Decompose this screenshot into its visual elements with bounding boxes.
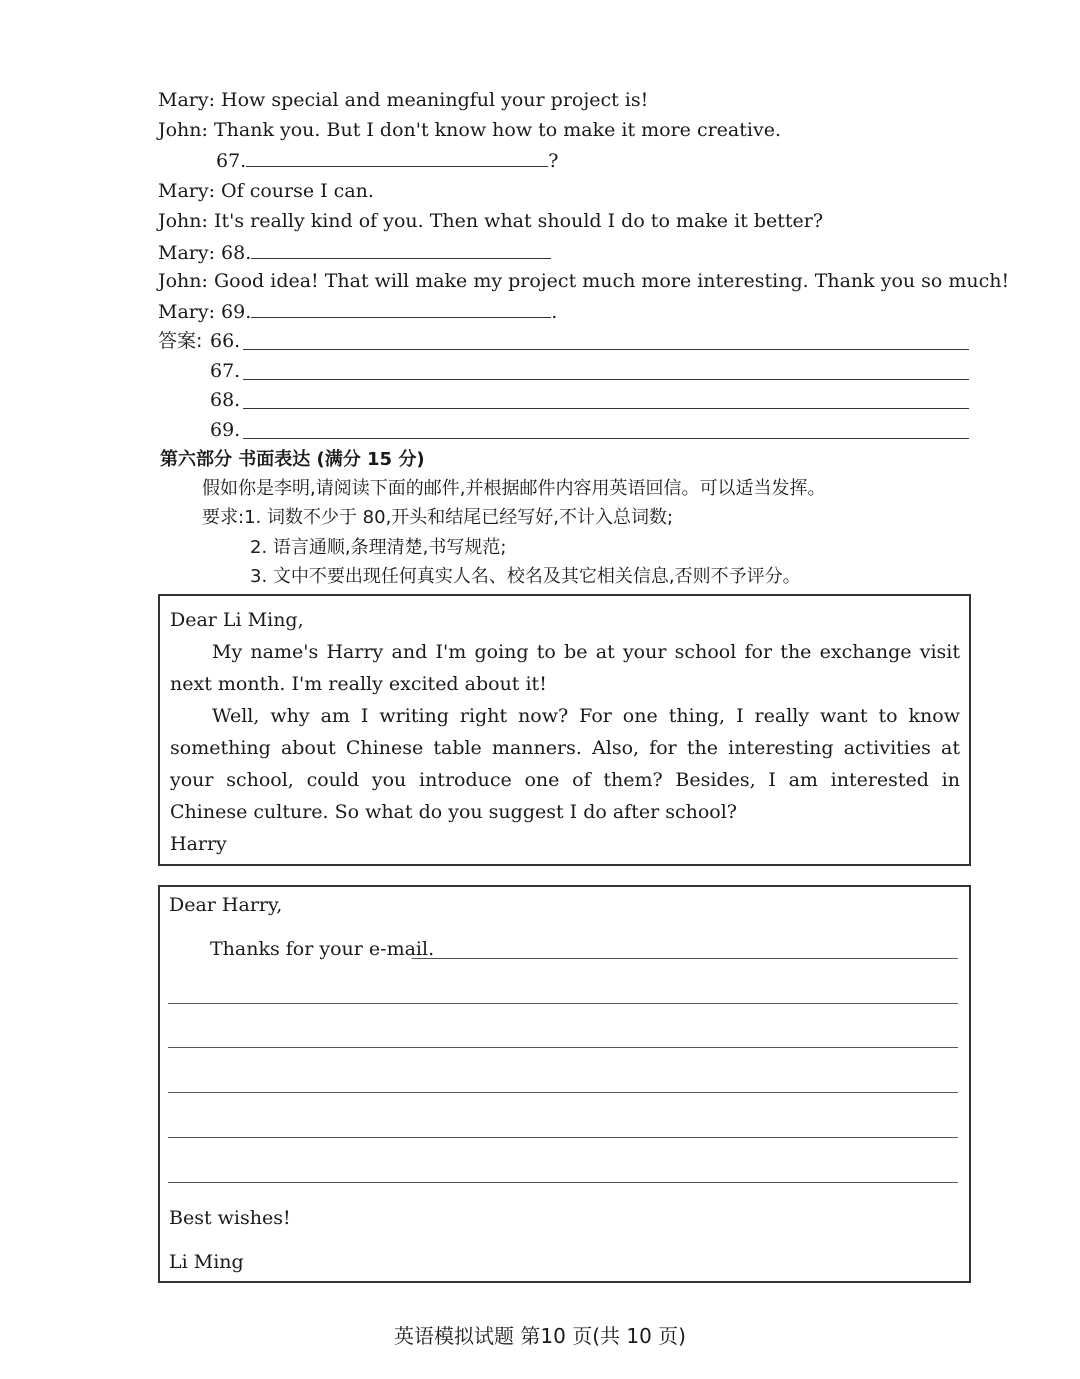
speaker: John: [158, 119, 208, 141]
requirement-3: 3. 文中不要出现任何真实人名、校名及其它相关信息,否则不予评分。 [250, 566, 801, 587]
answer-number: 66. [210, 330, 241, 352]
answer-blank-69[interactable] [251, 299, 551, 318]
requirement-1: 要求:1. 词数不少于 80,开头和结尾已经写好,不计入总词数; [202, 507, 674, 528]
dialogue-text: How special and meaningful your project is! [221, 89, 649, 111]
dialogue-line [158, 240, 551, 265]
answer-number: 68. [210, 389, 241, 411]
question-number: 69. [221, 301, 252, 323]
reply-opening: Thanks for your e-mail. [210, 938, 435, 960]
dialogue-text: Thank you. But I don't know how to make it more creative. [213, 119, 781, 141]
dialogue-line [158, 269, 1009, 293]
dialogue-line [158, 209, 823, 233]
dialogue-line [158, 299, 557, 324]
dialogue-text: It's really kind of you. Then what should I do to make it better? [213, 210, 824, 232]
answer-blank-68[interactable] [251, 240, 551, 259]
speaker: Mary: [158, 242, 215, 264]
answer-number: 69. [210, 419, 241, 441]
dialogue-line [158, 88, 648, 112]
blank-suffix: ? [548, 150, 559, 172]
answer-number: 67. [210, 360, 241, 382]
dialogue-text: Of course I can. [221, 180, 374, 202]
speaker: Mary: [158, 180, 215, 202]
reply-closing: Best wishes! [169, 1207, 291, 1229]
letter-paragraph-1: My name's Harry and I'm going to be at your school for the exchange visit next month. I'm really excited about it! [170, 641, 960, 695]
writing-line[interactable] [168, 1047, 958, 1048]
reply-greeting: Dear Harry, [169, 894, 283, 916]
answer-line-69[interactable] [243, 438, 969, 439]
speaker: Mary: [158, 301, 215, 323]
blank-suffix: . [551, 301, 558, 323]
question-number: 68. [221, 242, 252, 264]
dialogue-line [216, 148, 558, 173]
letter-signature: Harry [170, 833, 227, 855]
writing-line[interactable] [168, 1003, 958, 1004]
speaker: John: [158, 270, 208, 292]
letter-paragraph-2: Well, why am I writing right now? For one thing, I really want to know something about Chinese table manners. Also, for the interesting activities at your school, could you introduce one of them? Besides, I am interested in Chinese culture. So what do you suggest I do after school? [170, 705, 960, 823]
reply-box [158, 885, 971, 1283]
letter-box [158, 594, 971, 866]
answer-line-66[interactable] [243, 349, 969, 350]
answer-line-67[interactable] [243, 379, 969, 380]
writing-line[interactable] [168, 1092, 958, 1093]
speaker: John: [158, 210, 208, 232]
answer-label: 答案: [158, 330, 203, 352]
question-number: 67. [216, 150, 247, 172]
dialogue-text: Good idea! That will make my project much more interesting. Thank you so much! [213, 270, 1010, 292]
writing-line[interactable] [168, 1182, 958, 1183]
answer-blank-67[interactable] [246, 148, 548, 167]
letter-greeting: Dear Li Ming, [170, 609, 304, 631]
requirement-2: 2. 语言通顺,条理清楚,书写规范; [250, 537, 507, 558]
writing-line[interactable] [168, 1137, 958, 1138]
reply-signature: Li Ming [169, 1251, 244, 1273]
answer-line-68[interactable] [243, 408, 969, 409]
writing-line[interactable] [412, 958, 958, 959]
speaker: Mary: [158, 89, 215, 111]
dialogue-line [158, 179, 374, 203]
page-footer: 英语模拟试题 第10 页(共 10 页) [394, 1324, 686, 1348]
section-instruction: 假如你是李明,请阅读下面的邮件,并根据邮件内容用英语回信。可以适当发挥。 [202, 478, 826, 499]
dialogue-line [158, 118, 781, 142]
section-title: 第六部分 书面表达 (满分 15 分) [160, 449, 425, 470]
